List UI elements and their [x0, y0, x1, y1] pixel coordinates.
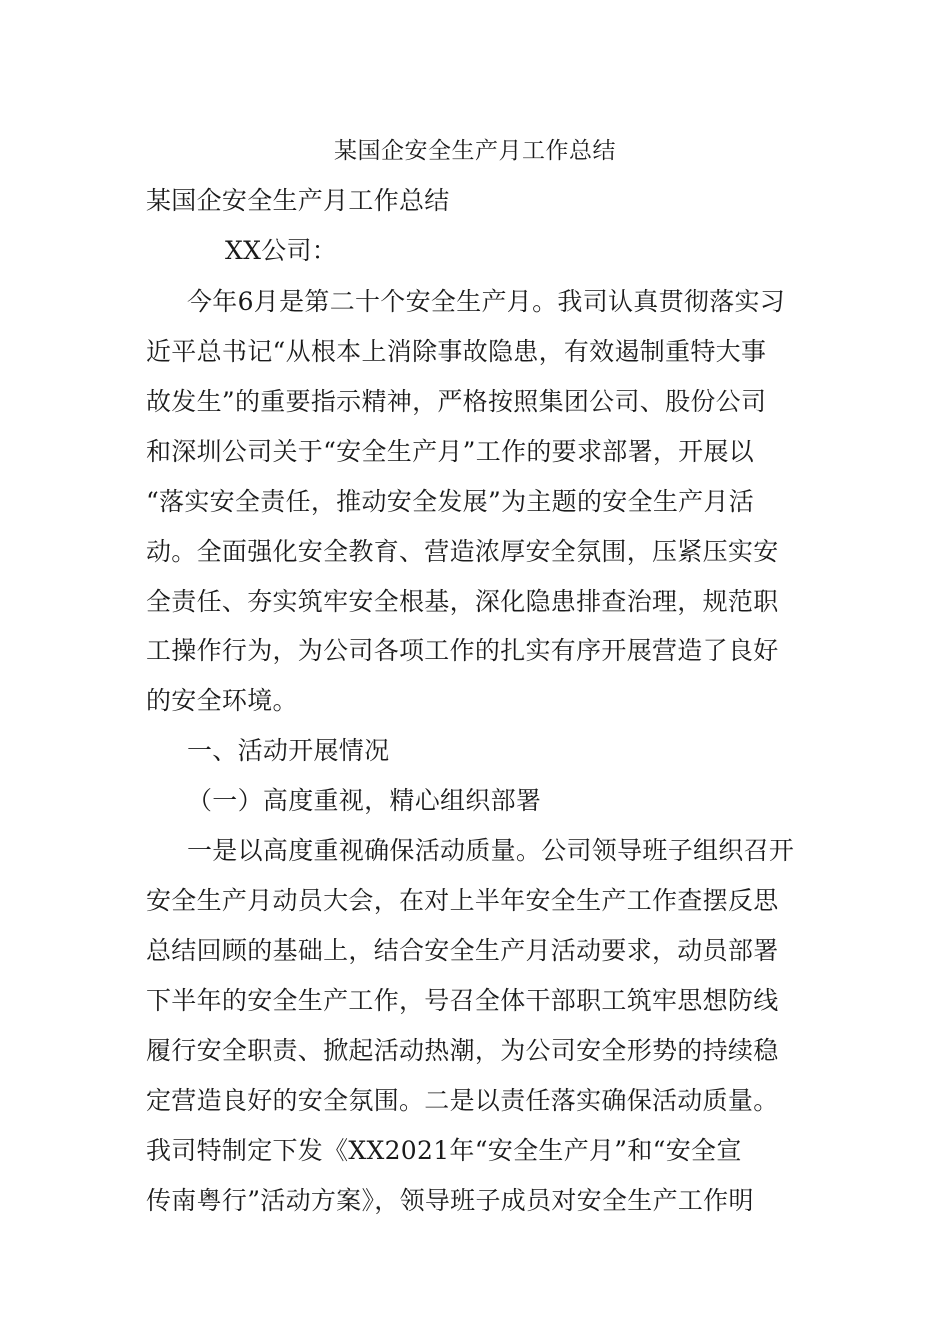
paragraph-2-line: 传南粤行”活动方案》，领导班子成员对安全生产工作明: [146, 1186, 754, 1215]
paragraph-1-line: “落实安全责任，推动安全发展”为主题的安全生产月活: [146, 487, 755, 516]
section-heading: 一、活动开展情况: [187, 736, 390, 765]
paragraph-1-line: 全责任、夯实筑牢安全根基，深化隐患排查治理，规范职: [146, 587, 779, 616]
paragraph-2-line: 我司特制定下发《XX2021年“安全生产月”和“安全宣: [146, 1136, 742, 1165]
document-title: 某国企安全生产月工作总结: [334, 138, 616, 164]
paragraph-1-line: 今年6月是第二十个安全生产月。我司认真贯彻落实习: [187, 287, 786, 316]
paragraph-2-line: 定营造良好的安全氛围。二是以责任落实确保活动质量。: [146, 1086, 779, 1115]
paragraph-1-line: 的安全环境。: [146, 686, 298, 715]
paragraph-1-line: 近平总书记“从根本上消除事故隐患，有效遏制重特大事: [146, 337, 767, 366]
paragraph-2-line: 总结回顾的基础上，结合安全生产月活动要求，动员部署: [146, 936, 779, 965]
subsection-heading: （一）高度重视，精心组织部署: [187, 786, 542, 815]
paragraph-2-line: 履行安全职责、掀起活动热潮，为公司安全形势的持续稳: [146, 1036, 779, 1065]
paragraph-1-line: 和深圳公司关于“安全生产月”工作的要求部署，开展以: [146, 437, 755, 466]
paragraph-1-line: 动。全面强化安全教育、营造浓厚安全氛围，压紧压实安: [146, 537, 779, 566]
addressee-line: XX公司：: [225, 236, 338, 265]
paragraph-2-line: 安全生产月动员大会，在对上半年安全生产工作查摆反思: [146, 886, 779, 915]
paragraph-1-line: 故发生”的重要指示精神，严格按照集团公司、股份公司: [146, 387, 767, 416]
paragraph-1-line: 工操作行为，为公司各项工作的扎实有序开展营造了良好: [146, 636, 779, 665]
document-subtitle: 某国企安全生产月工作总结: [146, 186, 450, 215]
paragraph-2-line: 下半年的安全生产工作，号召全体干部职工筑牢思想防线: [146, 986, 779, 1015]
paragraph-2-line: 一是以高度重视确保活动质量。公司领导班子组织召开: [187, 836, 795, 865]
